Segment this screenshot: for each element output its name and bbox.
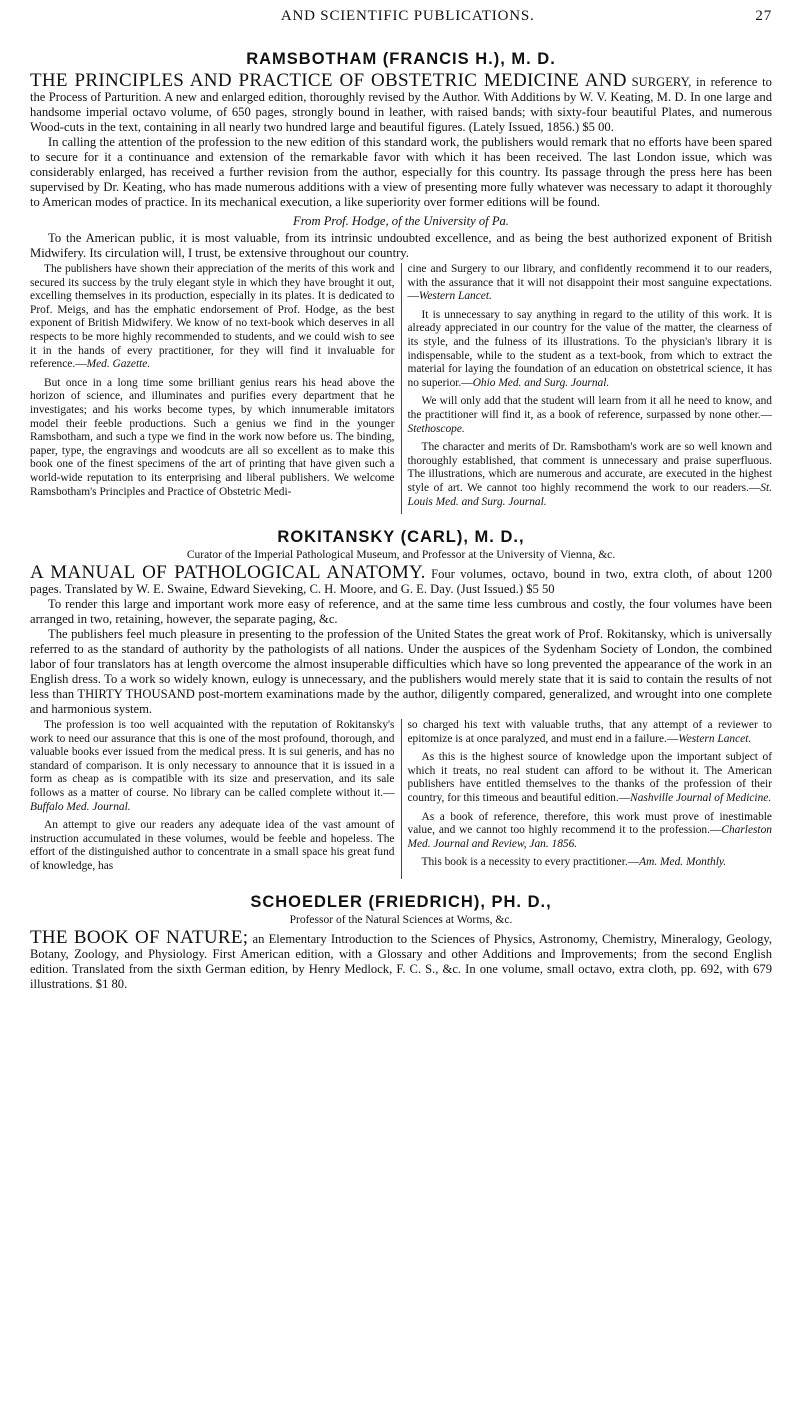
author-heading: ROKITANSKY (CARL), M. D., [277, 528, 525, 547]
page-number: 27 [755, 8, 772, 24]
publisher-note: The publishers feel much pleasure in presenting to the profession of the United States the great work of Prof. Rokitansky, which is universally referred to as the standard of authority by the pathologists of all nations. Under the auspices of the Sydenham Society of London, the combined labor of four translators has at length overcome the almost insuperable difficulties which have so long prevented the appearance of the work in an English dress. To a work so widely known, eulogy is unnecessary, and the publishers would merely state that it is said to contain the results of not less than THIRTY THOUSAND post-mortem examinations made by the author, diligently compared, generalized, and wrought into one complete and harmonious system. [30, 627, 772, 717]
book-title [30, 70, 772, 135]
review-item: so charged his text with valuable truths, that any attempt of a reviewer to epitomize is at once paralyzed, and must end in a failure.—Western Lancet. [407, 719, 772, 745]
author-heading: RAMSBOTHAM (FRANCIS H.), M. D. [246, 50, 556, 68]
book-title-main: THE BOOK OF NATURE; [30, 926, 249, 948]
review-item: An attempt to give our readers any adequate idea of the vast amount of instruction accumulated in these volumes, would be feeble and hopeless. The effort of the distinguished author to concentrate in a small space his great fund of knowledge, has [30, 819, 395, 873]
testimonial-source-heading: From Prof. Hodge, of the University of Pa. [293, 214, 509, 228]
book-catalog-page [30, 8, 772, 992]
book-title [30, 926, 772, 992]
review-columns [30, 263, 772, 514]
entry-schoedler [30, 893, 772, 992]
review-item: The profession is too well acquainted with the reputation of Rokitansky's work to need our assurance that this is one of the most profound, thorough, and valuable books ever issued from the medical press. It is sui generis, and has no standard of comparison. It is only necessary to announce that it is issued in a form as cheap as is compatible with its size and preservation, and its sale follows as a matter of course. No library can be called complete without it.—Buffalo Med. Journal. [30, 719, 395, 813]
review-item: The character and merits of Dr. Ramsbotham's work are so well known and thoroughly established, that comment is unnecessary and praise superfluous. The illustrations, which are numerous and accurate, are executed in the highest style of art. We cannot too highly recommend the work to our readers.—St. Louis Med. and Surg. Journal. [407, 441, 772, 508]
running-header-title: AND SCIENTIFIC PUBLICATIONS. [280, 8, 535, 24]
book-description: an Elementary Introduction to the Sciences of Physics, Astronomy, Chemistry, Mineralogy, Geology, Botany, Zoology, and Physiology. First American edition, with a Glossary and other Additions and Improvements; from the second English edition. Translated from the sixth German edition, by Henry Medlock, F. C. S., &c. In one volume, small octavo, extra cloth, pp. 692, with 679 illustrations. $1 80. [30, 931, 772, 991]
review-column-left [30, 719, 402, 879]
review-column-left [30, 263, 402, 514]
author-affiliation: Professor of the Natural Sciences at Worms, &c. [289, 913, 513, 926]
publisher-note: In calling the attention of the profession to the new edition of this standard work, the publishers would remark that no efforts have been spared to secure for it a continuance and extension of the remarkable favor with which it has been received. The last London issue, which was considerably enlarged, has received a further revision from the author, especially for this country. Its passage through the press here has been supervised by Dr. Keating, who has made numerous additions with a view of presenting more fully whatever was necessary to adapt it thoroughly to American modes of practice. In its mechanical execution, a like superiority over former editions will be found. [30, 135, 772, 209]
author-heading: SCHOEDLER (FRIEDRICH), PH. D., [250, 892, 552, 911]
review-item: But once in a long time some brilliant genius rears his head above the horizon of science, and illuminates and purifies every department that he investigates; and his works become types, by which innumerable imitators model their feeble productions. Such a genius we find in the younger Ramsbotham, and such a type we find in the work now before us. The binding, paper, type, the engravings and woodcuts are all so excellent as to make this book one of the finest specimens of the art of printing that have given such a world-wide reputation to its enterprising and liberal publishers. We welcome Ramsbotham's Principles and Practice of Obstetric Medi- [30, 376, 395, 498]
book-title-main: THE PRINCIPLES AND PRACTICE OF OBSTETRIC MEDICINE AND [30, 70, 627, 91]
publisher-note: To render this large and important work more easy of reference, and at the same time less cumbrous and costly, the four volumes have been arranged in two, retaining, however, the separate paging, &c. [30, 597, 772, 627]
review-item: As a book of reference, therefore, this work must prove of inestimable value, and we cannot too highly recommend it to the profession.—Charleston Med. Journal and Review, Jan. 1856. [407, 810, 772, 850]
review-column-right [402, 719, 773, 879]
review-column-right [402, 263, 773, 514]
review-item: As this is the highest source of knowledge upon the important subject of which it treats, no real student can afford to be without it. The American publishers have entitled themselves to the thanks of the profession of their country, for this timeous and beautiful edition.—Nashville Journal of Medicine. [407, 751, 772, 805]
book-description: Four volumes, octavo, bound in two, extra cloth, of about 1200 pages. Translated by W. E. Swaine, Edward Sieveking, C. H. Moore, and G. E. Day. (Just Issued.) $5 50 [30, 567, 772, 597]
book-title-main: A MANUAL OF PATHOLOGICAL ANATOMY. [30, 562, 426, 584]
entry-rokitansky [30, 528, 772, 879]
review-item: The publishers have shown their appreciation of the merits of this work and secured its success by the truly elegant style in which they have brought it out, excelling themselves in its production, especially in its plates. It is dedicated to Prof. Meigs, and has the emphatic endorsement of Prof. Hodge, as the best exponent of British Midwifery. We know of no text-book which deserves in all respects to be more highly recommended to students, and we could wish to see it in the hands of every practitioner, for they will find it invaluable for reference.—Med. Gazette. [30, 263, 395, 371]
review-item: This book is a necessity to every practitioner.—Am. Med. Monthly. [421, 856, 727, 869]
author-affiliation: Curator of the Imperial Pathological Museum, and Professor at the University of Vienna, &c. [186, 549, 616, 562]
running-header [30, 8, 772, 36]
review-columns [30, 719, 772, 879]
review-item: It is unnecessary to say anything in regard to the utility of this work. It is already appreciated in our country for the value of the matter, the clearness of its style, and the fulness of its illustrations. To the physician's library it is indispensable, while to the student as a text-book, from which to extract the material for laying the foundation of an education on obstetrical science, it has no superior.—Ohio Med. and Surg. Journal. [407, 308, 772, 389]
testimonial-quote: To the American public, it is most valuable, from its intrinsic undoubted excellence, and as being the best authorized exponent of British Midwifery. Its circulation will, I trust, be extensive throughout our country. [30, 231, 772, 260]
entry-ramsbotham [30, 50, 772, 514]
review-item: We will only add that the student will learn from it all he need to know, and the practitioner will find it, as a book of reference, surpassed by none other.—Stethoscope. [407, 395, 772, 435]
book-title [30, 562, 772, 597]
book-description: SURGERY, in reference to the Process of Parturition. A new and enlarged edition, thoroughly revised by the Author. With Additions by W. V. Keating, M. D. In one large and handsome imperial octavo volume, of 650 pages, strongly bound in leather, with raised bands; with sixty-four beautiful Plates, and numerous Wood-cuts in the text, containing in all nearly two hundred large and beautiful figures. (Lately Issued, 1856.) $5 00. [30, 75, 772, 134]
review-item: cine and Surgery to our library, and confidently recommend it to our readers, with the assurance that it will not disappoint their most sanguine expectations.—Western Lancet. [407, 263, 772, 303]
